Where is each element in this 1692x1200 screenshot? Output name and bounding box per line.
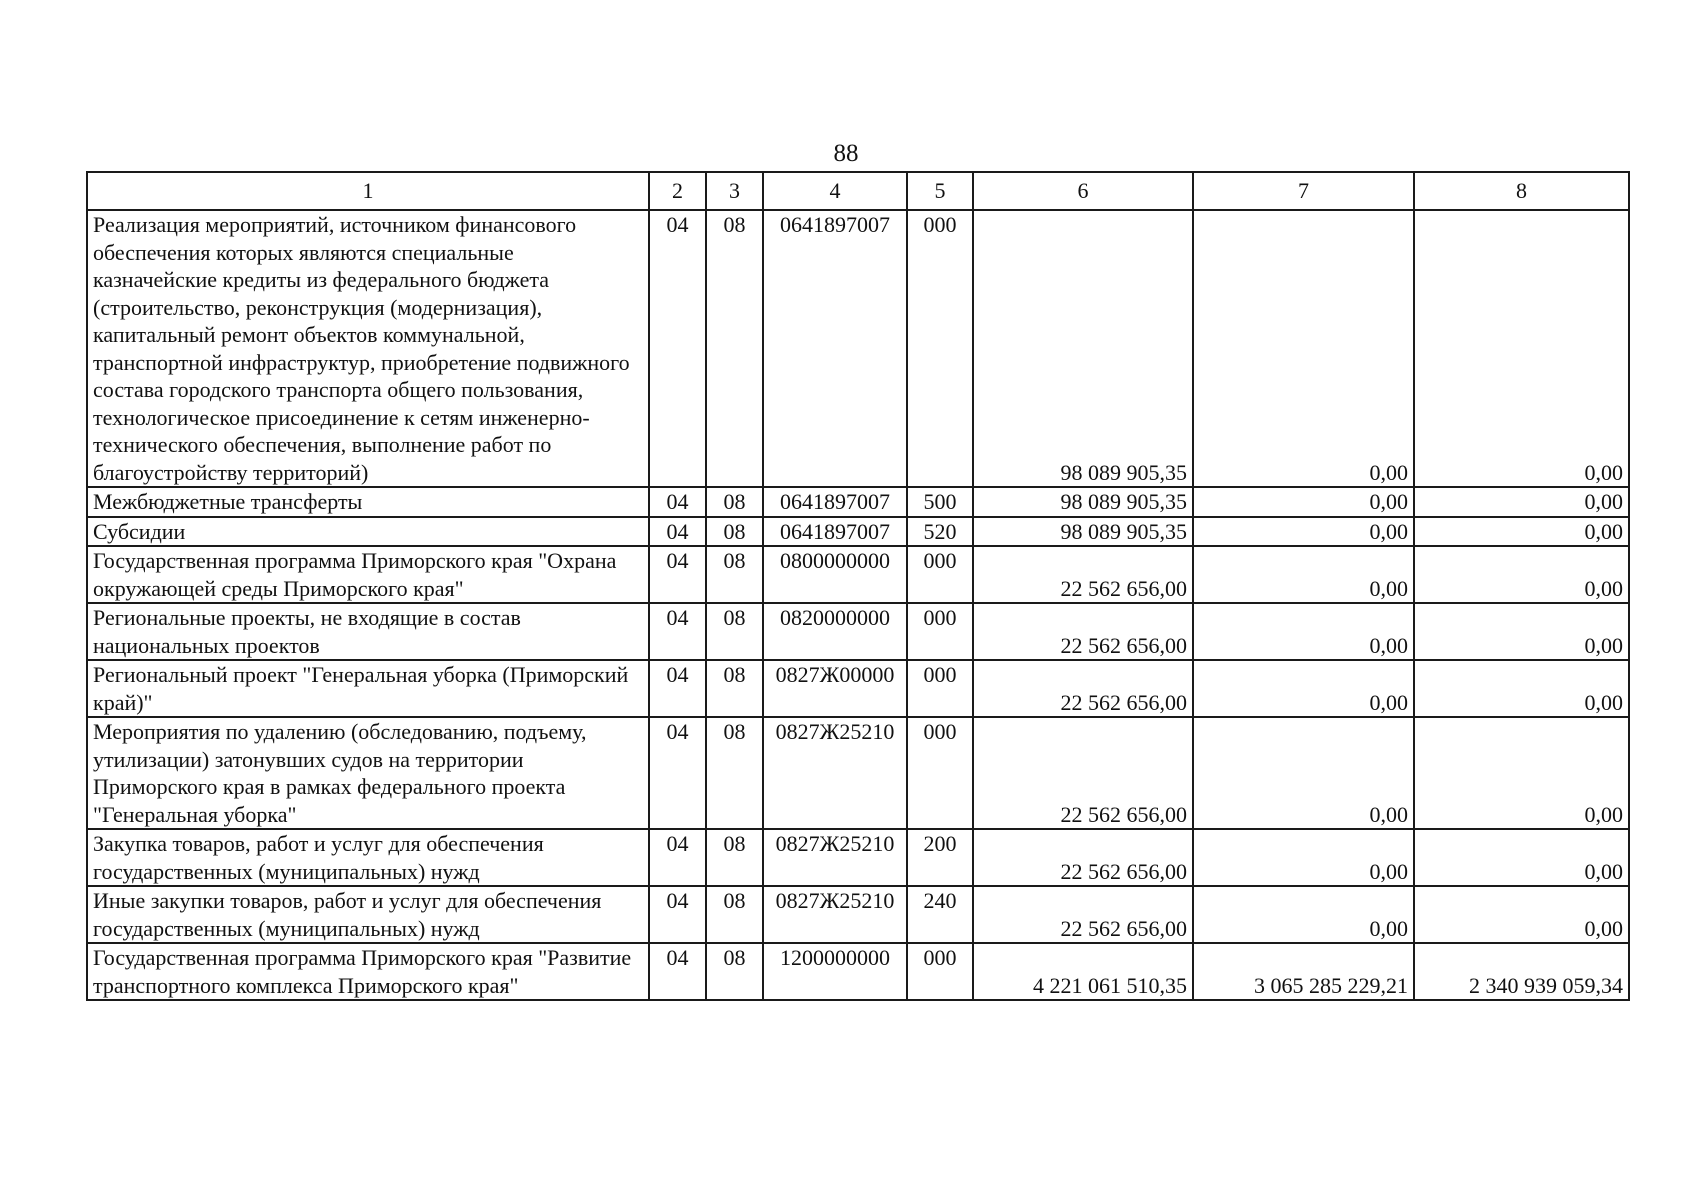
table-row bbox=[87, 943, 1629, 1000]
subsection-code: 08 bbox=[706, 487, 763, 517]
amount-col-8: 0,00 bbox=[1414, 717, 1629, 829]
expense-type-code: 500 bbox=[907, 487, 973, 517]
table-row bbox=[87, 546, 1629, 603]
expense-type-code: 000 bbox=[907, 546, 973, 603]
expense-name: Региональные проекты, не входящие в состав национальных проектов bbox=[87, 603, 649, 660]
expense-name: Иные закупки товаров, работ и услуг для обеспечения государственных (муниципальных) нужд bbox=[87, 886, 649, 943]
amount-col-8: 0,00 bbox=[1414, 886, 1629, 943]
subsection-code: 08 bbox=[706, 603, 763, 660]
amount-col-6: 22 562 656,00 bbox=[973, 829, 1193, 886]
amount-col-7: 0,00 bbox=[1193, 660, 1414, 717]
expense-name: Субсидии bbox=[87, 517, 649, 547]
section-code: 04 bbox=[649, 829, 706, 886]
table-row bbox=[87, 886, 1629, 943]
subsection-code: 08 bbox=[706, 717, 763, 829]
section-code: 04 bbox=[649, 517, 706, 547]
expense-name: Межбюджетные трансферты bbox=[87, 487, 649, 517]
column-header-3: 3 bbox=[706, 172, 763, 210]
section-code: 04 bbox=[649, 210, 706, 487]
amount-col-8: 0,00 bbox=[1414, 517, 1629, 547]
column-header-7: 7 bbox=[1193, 172, 1414, 210]
amount-col-8: 2 340 939 059,34 bbox=[1414, 943, 1629, 1000]
expense-type-code: 000 bbox=[907, 660, 973, 717]
section-code: 04 bbox=[649, 660, 706, 717]
section-code: 04 bbox=[649, 943, 706, 1000]
amount-col-6: 4 221 061 510,35 bbox=[973, 943, 1193, 1000]
section-code: 04 bbox=[649, 717, 706, 829]
expense-type-code: 240 bbox=[907, 886, 973, 943]
expense-name: Мероприятия по удалению (обследованию, подъему, утилизации) затонувших судов на территории Приморского края в рамках федерального проекта "Генеральная уборка" bbox=[87, 717, 649, 829]
target-article-code: 0827Ж25210 bbox=[763, 717, 907, 829]
amount-col-6: 22 562 656,00 bbox=[973, 546, 1193, 603]
section-code: 04 bbox=[649, 603, 706, 660]
amount-col-7: 0,00 bbox=[1193, 829, 1414, 886]
expense-name: Реализация мероприятий, источником финансового обеспечения которых являются специальные казначейские кредиты из федерального бюджета (строительство, реконструкция (модернизация), капитальный ремонт объектов коммунальной, транспортной инфраструктур, приобретение подвижного состава городского транспорта общего пользования, технологическое присоединение к сетям инженерно-технического обеспечения, выполнение работ по благоустройству территорий) bbox=[87, 210, 649, 487]
expense-name: Государственная программа Приморского края "Развитие транспортного комплекса Приморского края" bbox=[87, 943, 649, 1000]
table-row bbox=[87, 829, 1629, 886]
amount-col-6: 22 562 656,00 bbox=[973, 603, 1193, 660]
target-article-code: 0820000000 bbox=[763, 603, 907, 660]
amount-col-8: 0,00 bbox=[1414, 546, 1629, 603]
table-row bbox=[87, 660, 1629, 717]
expense-name: Закупка товаров, работ и услуг для обеспечения государственных (муниципальных) нужд bbox=[87, 829, 649, 886]
amount-col-8: 0,00 bbox=[1414, 210, 1629, 487]
amount-col-7: 0,00 bbox=[1193, 517, 1414, 547]
section-code: 04 bbox=[649, 886, 706, 943]
amount-col-7: 3 065 285 229,21 bbox=[1193, 943, 1414, 1000]
amount-col-6: 98 089 905,35 bbox=[973, 487, 1193, 517]
target-article-code: 0827Ж25210 bbox=[763, 829, 907, 886]
target-article-code: 0827Ж25210 bbox=[763, 886, 907, 943]
table-row bbox=[87, 603, 1629, 660]
section-code: 04 bbox=[649, 546, 706, 603]
column-header-8: 8 bbox=[1414, 172, 1629, 210]
subsection-code: 08 bbox=[706, 210, 763, 487]
subsection-code: 08 bbox=[706, 660, 763, 717]
target-article-code: 0641897007 bbox=[763, 517, 907, 547]
expense-name: Государственная программа Приморского края "Охрана окружающей среды Приморского края" bbox=[87, 546, 649, 603]
column-header-1: 1 bbox=[87, 172, 649, 210]
expense-type-code: 000 bbox=[907, 717, 973, 829]
amount-col-7: 0,00 bbox=[1193, 487, 1414, 517]
amount-col-7: 0,00 bbox=[1193, 603, 1414, 660]
amount-col-7: 0,00 bbox=[1193, 717, 1414, 829]
subsection-code: 08 bbox=[706, 943, 763, 1000]
subsection-code: 08 bbox=[706, 517, 763, 547]
amount-col-8: 0,00 bbox=[1414, 603, 1629, 660]
header-row bbox=[87, 172, 1629, 210]
column-header-2: 2 bbox=[649, 172, 706, 210]
expense-type-code: 000 bbox=[907, 603, 973, 660]
amount-col-6: 98 089 905,35 bbox=[973, 517, 1193, 547]
amount-col-7: 0,00 bbox=[1193, 546, 1414, 603]
expense-name: Региональный проект "Генеральная уборка (Приморский край)" bbox=[87, 660, 649, 717]
target-article-code: 1200000000 bbox=[763, 943, 907, 1000]
column-header-6: 6 bbox=[973, 172, 1193, 210]
amount-col-8: 0,00 bbox=[1414, 829, 1629, 886]
budget-table bbox=[86, 171, 1630, 1001]
target-article-code: 0641897007 bbox=[763, 487, 907, 517]
amount-col-6: 22 562 656,00 bbox=[973, 660, 1193, 717]
column-header-4: 4 bbox=[763, 172, 907, 210]
amount-col-6: 22 562 656,00 bbox=[973, 717, 1193, 829]
amount-col-8: 0,00 bbox=[1414, 487, 1629, 517]
amount-col-7: 0,00 bbox=[1193, 210, 1414, 487]
target-article-code: 0800000000 bbox=[763, 546, 907, 603]
table-row bbox=[87, 717, 1629, 829]
amount-col-8: 0,00 bbox=[1414, 660, 1629, 717]
subsection-code: 08 bbox=[706, 886, 763, 943]
column-header-5: 5 bbox=[907, 172, 973, 210]
expense-type-code: 200 bbox=[907, 829, 973, 886]
page-number: 88 bbox=[833, 140, 859, 167]
amount-col-6: 98 089 905,35 bbox=[973, 210, 1193, 487]
target-article-code: 0641897007 bbox=[763, 210, 907, 487]
subsection-code: 08 bbox=[706, 546, 763, 603]
expense-type-code: 520 bbox=[907, 517, 973, 547]
amount-col-7: 0,00 bbox=[1193, 886, 1414, 943]
amount-col-6: 22 562 656,00 bbox=[973, 886, 1193, 943]
section-code: 04 bbox=[649, 487, 706, 517]
expense-type-code: 000 bbox=[907, 210, 973, 487]
table-row bbox=[87, 487, 1629, 517]
expense-type-code: 000 bbox=[907, 943, 973, 1000]
subsection-code: 08 bbox=[706, 829, 763, 886]
target-article-code: 0827Ж00000 bbox=[763, 660, 907, 717]
table-row bbox=[87, 517, 1629, 547]
table-row bbox=[87, 210, 1629, 487]
